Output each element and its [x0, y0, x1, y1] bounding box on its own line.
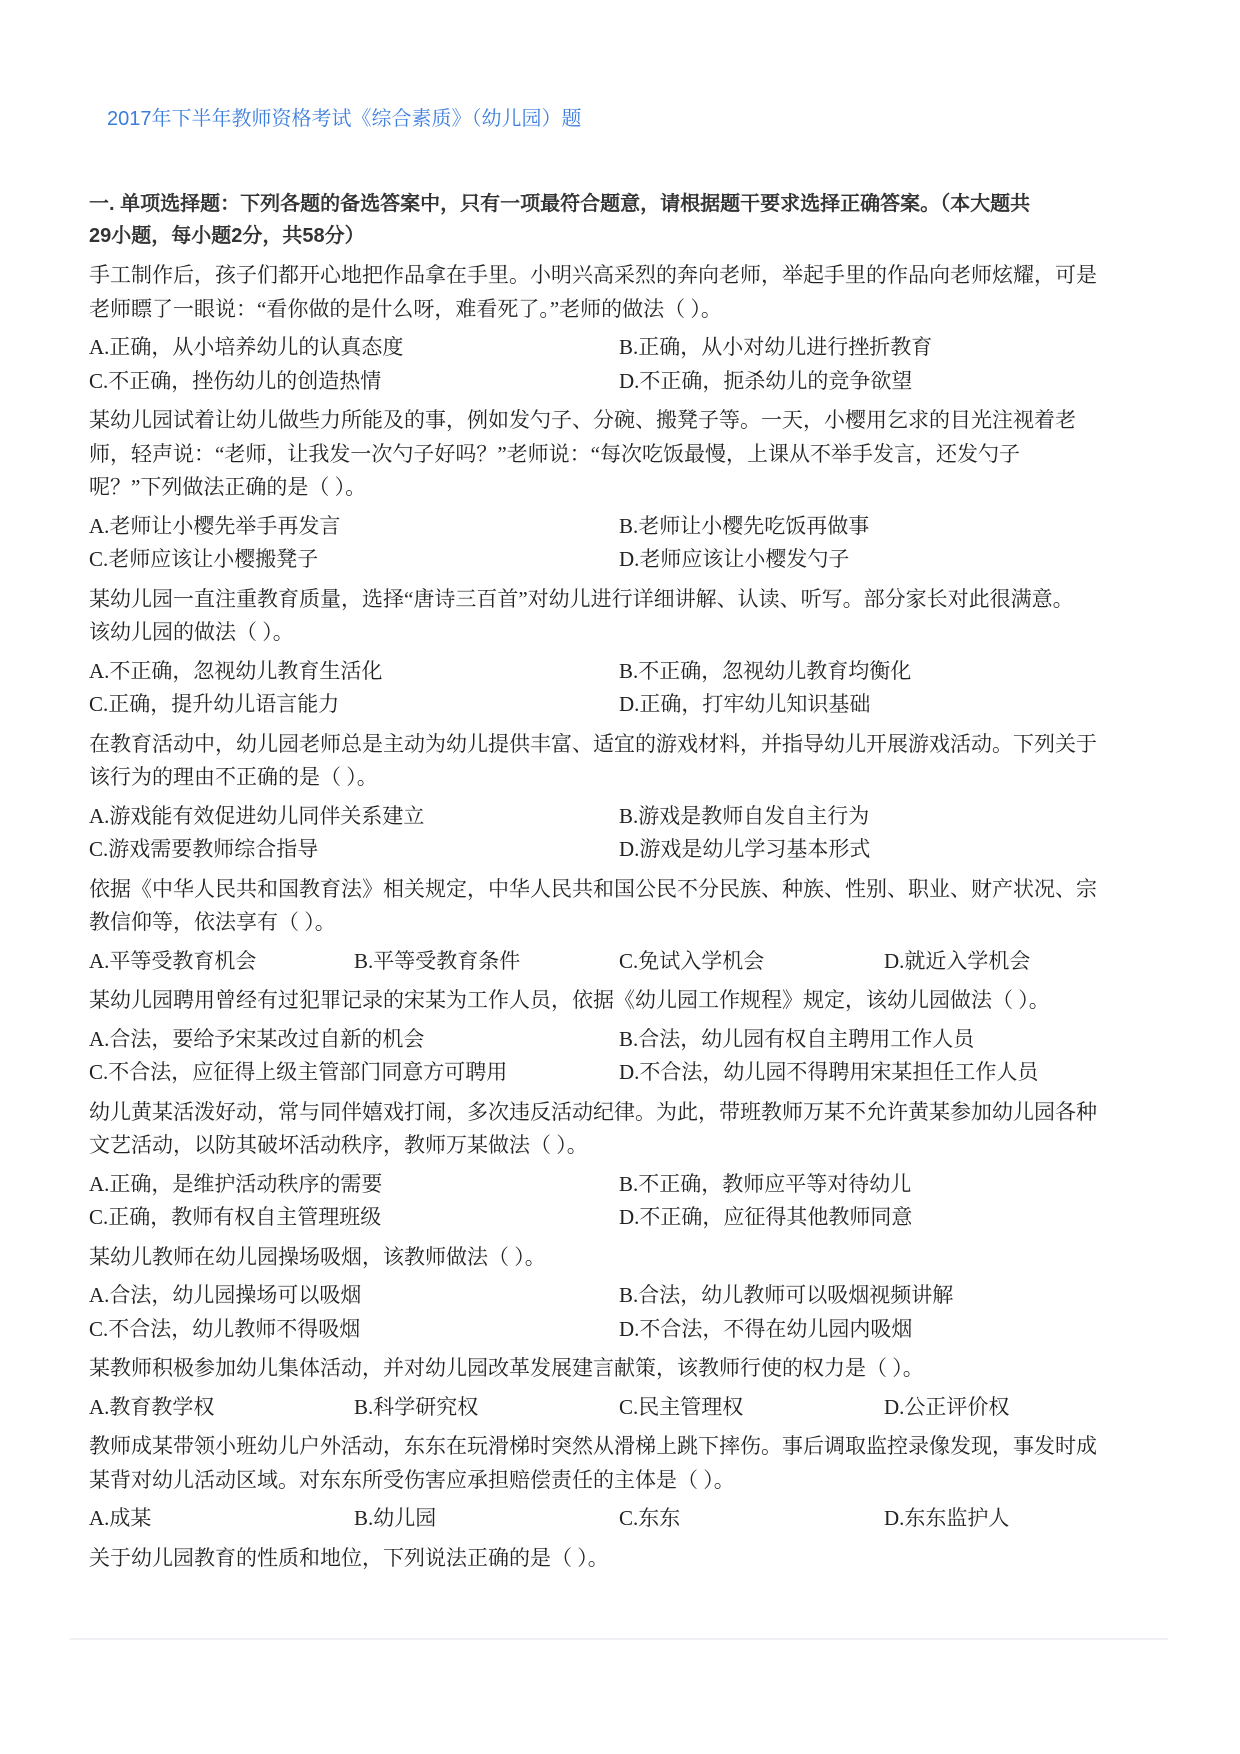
answer-option: B.不正确，忽视幼儿教育均衡化	[619, 658, 912, 683]
answer-options	[0, 655, 1149, 722]
answer-option: A.教育教学权	[89, 1394, 215, 1419]
question-stem-line: 师，轻声说：“老师，让我发一次勺子好吗？”老师说：“每次吃饭最慢，上课从不举手发言，还发勺子	[89, 441, 1020, 466]
answer-option: B.科学研究权	[354, 1394, 479, 1419]
question-stem	[0, 1352, 1149, 1386]
question-list	[0, 259, 1240, 1581]
question-stem-line: 依据《中华人民共和国教育法》相关规定，中华人民共和国公民不分民族、种族、性别、职业、财产状况、宗	[89, 876, 1097, 901]
answer-options	[0, 510, 1149, 577]
question-stem-line: 某幼儿教师在幼儿园操场吸烟，该教师做法（ ）。	[89, 1244, 546, 1269]
answer-option: A.不正确，忽视幼儿教育生活化	[89, 658, 383, 683]
answer-option: B.游戏是教师自发自主行为	[619, 803, 870, 828]
question-item	[0, 583, 1240, 722]
answer-option: B.不正确，教师应平等对待幼儿	[619, 1171, 912, 1196]
section-heading-line: 29小题，每小题2分，共58分）	[89, 225, 365, 247]
question-stem	[0, 1241, 1149, 1275]
answer-option: A.老师让小樱先举手再发言	[89, 513, 341, 538]
answer-option: D.公正评价权	[884, 1394, 1010, 1419]
question-stem	[0, 583, 1149, 650]
question-stem-line: 教信仰等，依法享有（ ）。	[89, 910, 336, 934]
answer-option: C.免试入学机会	[619, 948, 765, 973]
question-stem-line: 呢？”下列做法正确的是（ ）。	[89, 475, 367, 499]
question-stem-line: 某幼儿园一直注重教育质量，选择“唐诗三百首”对幼儿进行详细讲解、认读、听写。部分家长对此很满意。	[89, 586, 1074, 611]
answer-options	[0, 800, 1149, 867]
answer-option: D.就近入学机会	[884, 948, 1031, 973]
question-stem-line: 文艺活动，以防其破坏活动秩序，教师万某做法（ ）。	[89, 1133, 588, 1157]
answer-options	[0, 1279, 1149, 1346]
answer-option: B.老师让小樱先吃饭再做事	[619, 513, 870, 538]
question-stem	[0, 1542, 1149, 1576]
question-stem	[0, 984, 1149, 1018]
question-stem-line: 某背对幼儿活动区域。对东东所受伤害应承担赔偿责任的主体是（ ）。	[89, 1467, 735, 1492]
answer-option: C.不正确，挫伤幼儿的创造热情	[89, 368, 382, 393]
question-stem	[0, 1096, 1149, 1163]
answer-options	[0, 1023, 1149, 1090]
answer-option: C.不合法，幼儿教师不得吸烟	[89, 1316, 361, 1341]
answer-option: C.正确，提升幼儿语言能力	[89, 692, 340, 716]
page-divider	[70, 1638, 1168, 1640]
question-item	[0, 1241, 1240, 1347]
question-stem-line: 在教育活动中，幼儿园老师总是主动为幼儿提供丰富、适宜的游戏材料，并指导幼儿开展游戏活动。下列关于	[89, 731, 1097, 756]
question-stem	[0, 404, 1149, 505]
answer-option: A.游戏能有效促进幼儿同伴关系建立	[89, 803, 425, 828]
answer-option: D.不正确，应征得其他教师同意	[619, 1205, 913, 1229]
question-item	[0, 404, 1240, 577]
answer-option: D.不合法，不得在幼儿园内吸烟	[619, 1316, 913, 1341]
question-stem-line: 幼儿黄某活泼好动，常与同伴嬉戏打闹，多次违反活动纪律。为此，带班教师万某不允许黄某参加幼儿园各种	[89, 1099, 1097, 1124]
section-heading	[89, 188, 1139, 252]
question-stem-line: 手工制作后，孩子们都开心地把作品拿在手里。小明兴高采烈的奔向老师，举起手里的作品向老师炫耀，可是	[89, 263, 1097, 287]
question-stem	[0, 1430, 1149, 1497]
section-heading-line: 一. 单项选择题：下列各题的备选答案中，只有一项最符合题意，请根据题干要求选择正确答案。（本大题共	[89, 193, 1031, 215]
answer-option: C.老师应该让小樱搬凳子	[89, 547, 319, 571]
answer-options	[0, 945, 1149, 979]
answer-option: C.正确，教师有权自主管理班级	[89, 1205, 382, 1229]
answer-options	[0, 1391, 1149, 1425]
question-stem-line: 老师瞟了一眼说：“看你做的是什么呀，难看死了。”老师的做法（ ）。	[89, 296, 722, 321]
answer-option: D.东东监护人	[884, 1506, 1010, 1530]
answer-option: D.游戏是幼儿学习基本形式	[619, 837, 871, 861]
answer-option: D.不合法，幼儿园不得聘用宋某担任工作人员	[619, 1060, 1039, 1084]
answer-option: A.正确，从小培养幼儿的认真态度	[89, 335, 404, 359]
question-stem-line: 某幼儿园试着让幼儿做些力所能及的事，例如发勺子、分碗、搬凳子等。一天，小樱用乞求的目光注视着老	[89, 408, 1076, 432]
answer-options	[0, 1168, 1149, 1235]
answer-option: A.正确，是维护活动秩序的需要	[89, 1171, 383, 1196]
answer-option: B.合法，幼儿教师可以吸烟视频讲解	[619, 1283, 954, 1307]
answer-option: C.游戏需要教师综合指导	[89, 837, 319, 861]
answer-option: A.平等受教育机会	[89, 948, 257, 973]
question-stem	[0, 259, 1149, 326]
question-stem-line: 教师成某带领小班幼儿户外活动，东东在玩滑梯时突然从滑梯上跳下摔伤。事后调取监控录像发现，事发时成	[89, 1434, 1097, 1458]
answer-option: B.平等受教育条件	[354, 948, 521, 973]
question-item	[0, 259, 1240, 398]
question-stem-line: 该幼儿园的做法（ ）。	[89, 620, 294, 644]
answer-option: B.合法，幼儿园有权自主聘用工作人员	[619, 1026, 975, 1051]
answer-option: A.合法，要给予宋某改过自新的机会	[89, 1026, 425, 1051]
question-item	[0, 984, 1240, 1090]
answer-option: A.成某	[89, 1506, 152, 1530]
document-title: 2017年下半年教师资格考试《综合素质》（幼儿园）题	[107, 108, 582, 130]
answer-option: D.正确，打牢幼儿知识基础	[619, 692, 871, 716]
question-item	[0, 1096, 1240, 1235]
question-item	[0, 1352, 1240, 1424]
answer-option: D.老师应该让小樱发勺子	[619, 547, 850, 571]
question-item	[0, 873, 1240, 979]
answer-option: B.幼儿园	[354, 1506, 437, 1530]
question-stem	[0, 728, 1149, 795]
answer-option: C.东东	[619, 1506, 681, 1530]
question-stem-line: 某教师积极参加幼儿集体活动，并对幼儿园改革发展建言献策，该教师行使的权力是（ ）。	[89, 1356, 924, 1380]
answer-option: B.正确，从小对幼儿进行挫折教育	[619, 335, 933, 359]
question-item	[0, 1542, 1240, 1576]
question-stem-line: 关于幼儿园教育的性质和地位，下列说法正确的是（ ）。	[89, 1545, 609, 1570]
answer-option: D.不正确，扼杀幼儿的竞争欲望	[619, 368, 913, 393]
answer-option: A.合法，幼儿园操场可以吸烟	[89, 1283, 362, 1307]
answer-options	[0, 331, 1149, 398]
answer-option: C.不合法，应征得上级主管部门同意方可聘用	[89, 1060, 508, 1084]
question-item	[0, 728, 1240, 867]
answer-options	[0, 1502, 1149, 1536]
answer-option: C.民主管理权	[619, 1394, 744, 1419]
question-stem-line: 某幼儿园聘用曾经有过犯罪记录的宋某为工作人员，依据《幼儿园工作规程》规定，该幼儿园做法（ ）。	[89, 988, 1050, 1012]
question-stem-line: 该行为的理由不正确的是（ ）。	[89, 765, 378, 789]
question-stem	[0, 873, 1149, 940]
question-item	[0, 1430, 1240, 1536]
